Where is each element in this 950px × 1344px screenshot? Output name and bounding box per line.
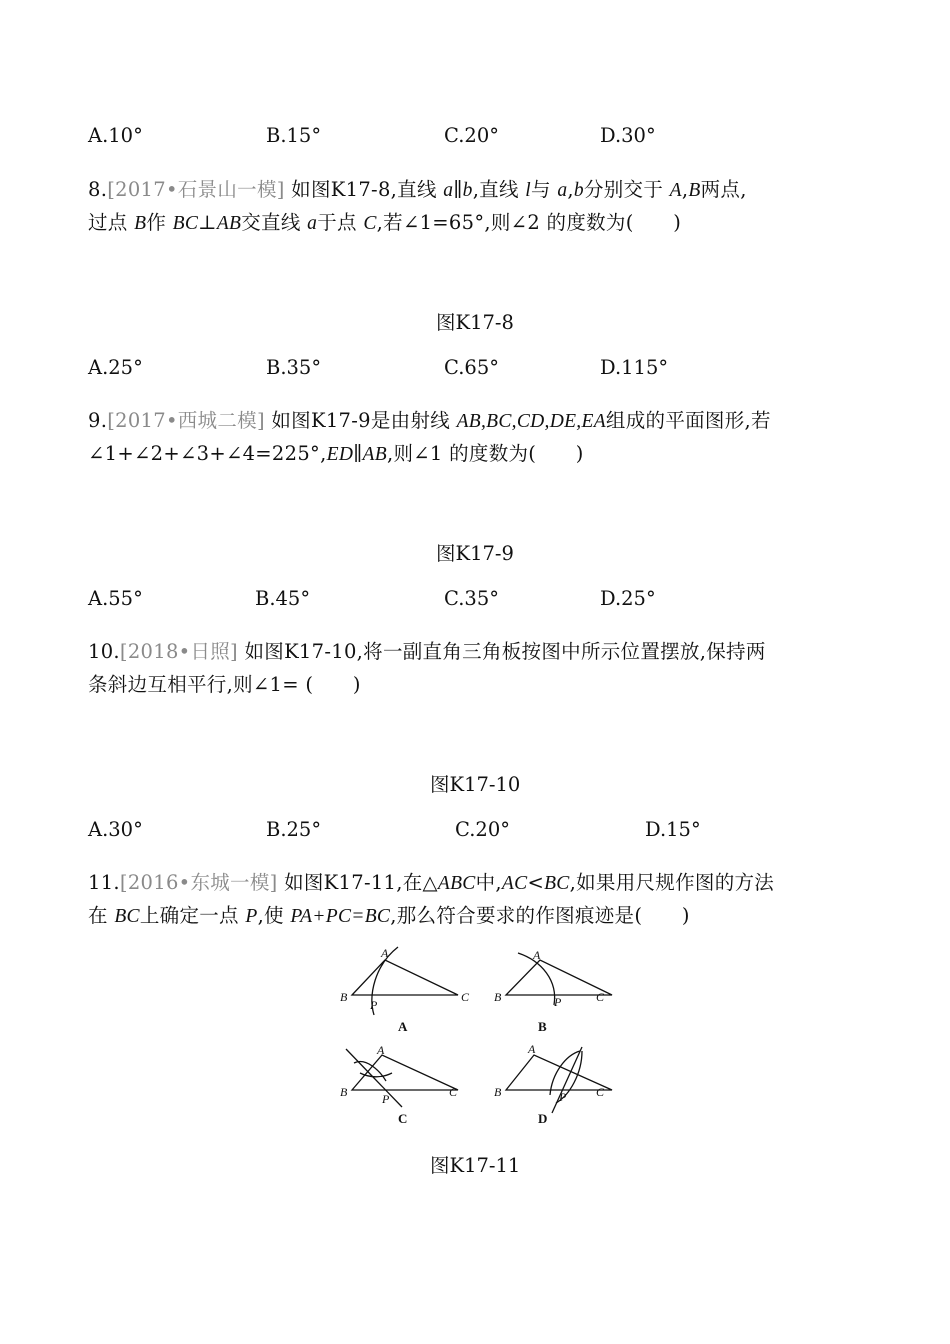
q11-var: BC — [114, 906, 140, 927]
q11-panel-b — [494, 948, 612, 1034]
q11-var: ABC — [437, 873, 476, 894]
q8-text: 两点, — [700, 178, 747, 201]
q10-option-b: B.25° — [266, 818, 322, 841]
q11-text: ,使 — [257, 904, 291, 927]
panel-b-label: B — [538, 1019, 547, 1034]
q11-var: P — [245, 906, 258, 927]
q10-option-c: C.20° — [455, 818, 510, 841]
q11-panel-c — [340, 1043, 458, 1126]
q11-text: 上确定一点 — [139, 904, 246, 927]
q9-var: AB — [362, 444, 387, 465]
point-b-label: B — [340, 1085, 348, 1099]
q8-text: ,若∠1=65°,则∠2 的度数为( ) — [376, 211, 682, 234]
q10-option-d: D.15° — [645, 818, 701, 841]
q10-figure-caption: 图K17-10 — [430, 773, 521, 796]
q8-symbol: ∥ — [453, 178, 463, 201]
point-p-label: P — [382, 1092, 390, 1106]
q8-var: BC — [172, 213, 199, 234]
q8-text: ,直线 — [472, 178, 526, 201]
q9-line-2 — [88, 438, 584, 466]
q8-var: b — [462, 180, 473, 201]
point-p-label: P — [559, 1090, 567, 1104]
q8-var: l — [525, 180, 532, 201]
q9-symbol: ∥ — [353, 442, 363, 465]
q10-number: 10. — [88, 640, 120, 663]
q8-text: 如图K17-8,直线 — [291, 178, 444, 201]
q11-panel-d — [494, 1042, 612, 1126]
q9-text: 组成的平面图形,若 — [605, 409, 771, 432]
q8-figure-caption: 图K17-8 — [436, 311, 514, 334]
q7-option-c: C.20° — [444, 124, 499, 147]
q8-option-b: B.35° — [266, 356, 322, 379]
point-a-label: A — [533, 948, 541, 962]
q8-var: AB — [216, 213, 242, 234]
panel-c-label: C — [398, 1111, 408, 1126]
q9-option-b: B.45° — [255, 587, 311, 610]
q9-option-d: D.25° — [600, 587, 656, 610]
q11-source: [2016•东城一模] — [119, 871, 278, 894]
q11-construction-figure — [330, 945, 620, 1135]
point-p-label: P — [370, 998, 378, 1012]
q9-option-c: C.35° — [444, 587, 499, 610]
q10-option-a: A.30° — [88, 818, 143, 841]
q10-line-1 — [88, 636, 766, 664]
q10-line-2 — [88, 669, 361, 697]
q11-text: ,那么符合要求的作图痕迹是( ) — [390, 904, 690, 927]
q11-text: 在 — [88, 904, 115, 927]
q10-text: 如图K17-10,将一副直角三角板按图中所示位置摆放,保持两 — [244, 640, 766, 663]
q8-var: B — [134, 213, 147, 234]
q9-text: ,则∠1 的度数为( ) — [386, 442, 584, 465]
q7-option-b: B.15° — [266, 124, 322, 147]
q8-source: [2017•石景山一模] — [107, 178, 285, 201]
q9-figure-caption: 图K17-9 — [436, 542, 514, 565]
triangle-abc — [352, 960, 458, 995]
q7-option-d: D.30° — [600, 124, 656, 147]
q8-var: a — [307, 213, 318, 234]
q8-text: , — [567, 178, 574, 201]
q7-option-a: A.10° — [88, 124, 143, 147]
q11-number: 11. — [88, 871, 120, 894]
point-a-label: A — [381, 946, 389, 960]
q9-number: 9. — [88, 409, 108, 432]
q11-text: 中, — [475, 871, 502, 894]
point-c-label: C — [449, 1085, 458, 1099]
point-b-label: B — [494, 990, 502, 1004]
q11-var: PA+PC=BC — [290, 906, 391, 927]
q8-var: b — [573, 180, 584, 201]
point-c-label: C — [461, 990, 470, 1004]
q11-var: BC — [544, 873, 570, 894]
q10-text: 条斜边互相平行,则∠1= ( ) — [88, 673, 361, 696]
q9-var: ED — [326, 444, 354, 465]
q8-option-d: D.115° — [600, 356, 669, 379]
q8-text: 分别交于 — [583, 178, 670, 201]
point-b-label: B — [494, 1085, 502, 1099]
q10-source: [2018•日照] — [119, 640, 238, 663]
perpendicular-bisector — [346, 1049, 402, 1107]
q8-text: 与 — [531, 178, 558, 201]
q11-line-1 — [88, 867, 774, 895]
q8-text: 作 — [146, 211, 173, 234]
q9-source: [2017•西城二模] — [107, 409, 265, 432]
q8-text: 交直线 — [241, 211, 308, 234]
point-c-label: C — [596, 1085, 605, 1099]
q8-text: 于点 — [317, 211, 364, 234]
q8-var: A — [669, 180, 682, 201]
q11-var: AC — [501, 873, 528, 894]
q11-line-2 — [88, 900, 690, 928]
q8-option-a: A.25° — [88, 356, 143, 379]
q9-line-1 — [88, 405, 771, 433]
construction-arc — [354, 1062, 386, 1081]
q8-text: , — [681, 178, 689, 201]
point-c-label: C — [596, 990, 605, 1004]
q9-var: AB,BC,CD,DE,EA — [456, 411, 606, 432]
q9-text: ∠1+∠2+∠3+∠4=225°, — [88, 442, 327, 465]
point-b-label: B — [340, 990, 348, 1004]
q9-text: 如图K17-9是由射线 — [271, 409, 457, 432]
q11-symbol: < — [527, 871, 545, 894]
q11-panel-a — [340, 946, 470, 1034]
point-a-label: A — [528, 1042, 536, 1056]
construction-arc — [360, 1073, 392, 1077]
q11-figure-caption: 图K17-11 — [430, 1154, 521, 1177]
q9-option-a: A.55° — [88, 587, 143, 610]
q8-number: 8. — [88, 178, 108, 201]
q8-symbol: ⊥ — [198, 211, 217, 234]
q11-text: ,如果用尺规作图的方法 — [569, 871, 775, 894]
point-p-label: P — [554, 995, 562, 1009]
q8-var: C — [363, 213, 377, 234]
q8-var: a — [557, 180, 568, 201]
q8-line-1 — [88, 174, 747, 202]
point-a-label: A — [377, 1043, 385, 1057]
q8-option-c: C.65° — [444, 356, 499, 379]
q8-var: a — [443, 180, 454, 201]
q11-text: 如图K17-11,在△ — [284, 871, 438, 894]
q8-text: 过点 — [88, 211, 135, 234]
panel-a-label: A — [398, 1019, 408, 1034]
q8-line-2 — [88, 207, 681, 235]
q8-var: B — [688, 180, 701, 201]
panel-d-label: D — [538, 1111, 548, 1126]
